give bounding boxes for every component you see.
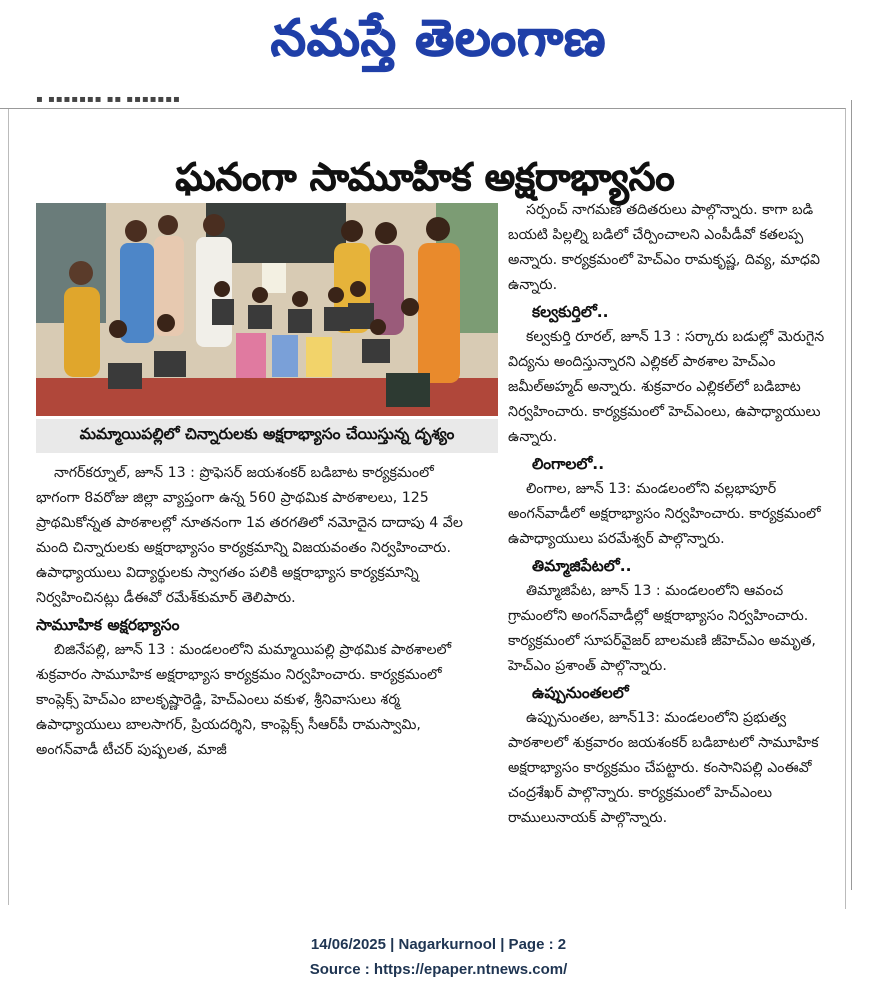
photo-caption: మమ్మాయిపల్లిలో చిన్నారులకు అక్షరాభ్యాసం చేయిస్తున్న దృశ్యం: [36, 419, 498, 453]
newspaper-logo: నమస్తే తెలంగాణ: [270, 8, 607, 67]
page-footer: [0, 932, 877, 982]
right-column: [508, 198, 844, 831]
section-paragraph: ఉప్పునుంతల, జూన్‌13: మండలంలోని ప్రభుత్వ పాఠశాలలో శుక్రవారం జయశంకర్‌ బడిబాటలో సామూహిక అక్షరాభ్యాసం కార్యక్రమం చేపట్టారు. కంసానిపల్లి ఎంఈవో చంద్రశేఖర్‌ పాల్గొన్నారు. కార్యక్రమంలో హెచ్‌ఎంలు రాములునాయక్‌ పాల్గొన్నారు.: [508, 710, 819, 826]
section-paragraph: లింగాల, జూన్‌ 13: మండలంలోని వల్లభాపూర్‌ అంగన్‌వాడీలో అక్షరాభ్యాసం నిర్వహించారు. కార్యక్రమంలో ఉపాధ్యాయులు పరమేశ్వర్‌ పాల్గొన్నారు.: [508, 481, 821, 547]
clipping-left-border: [0, 109, 9, 905]
dateline-smudge: ▪ ▪▪▪▪▪▪▪ ▪▪ ▪▪▪▪▪▪▪: [36, 94, 181, 105]
continuation-paragraph: సర్పంచ్‌ నాగమణి తదితరులు పాల్గొన్నారు. కాగా బడి బయటి పిల్లల్ని బడిలో చేర్పించాలని ఎంపీడీవో కతలప్ప అన్నారు. కార్యక్రమంలో హెచ్‌ఎం రామకృష్ణ, దివ్య, మాధవి ఉన్నారు.: [508, 202, 820, 293]
masthead: [0, 0, 877, 88]
footer-edition-line: 14/06/2025 | Nagarkurnool | Page : 2: [310, 936, 567, 953]
left-column: [36, 461, 466, 763]
section-heading: తిమ్మాజిపేటలో..: [532, 557, 632, 575]
footer-source-line[interactable]: Source : https://epaper.ntnews.com/: [309, 961, 568, 978]
article-photo: [36, 203, 498, 416]
margin-edge: [851, 100, 866, 890]
section-paragraph: బిజినేపల్లి, జూన్‌ 13 : మండలంలోని మమ్మాయిపల్లి ప్రాథమిక పాఠశాలలో శుక్రవారం సామూహిక అక్షరాభ్యాస కార్యక్రమం నిర్వహించారు. కార్యక్రమంలో కాంప్లెక్స్‌ హెచ్‌ఎం బాలకృష్ణారెడ్డి, హెచ్‌ఎంలు వకుళ, శ్రీనివాసులు శర్మ ఉపాధ్యాయులు బాలసాగర్‌, ప్రియదర్శిని, కాంప్లెక్స్‌ సీఆర్‌పీ రామస్వామి, అంగన్‌వాడీ టీచర్‌ పుష్పలత, మాజీ: [36, 642, 452, 758]
section-heading: లింగాలలో..: [532, 455, 605, 473]
section-heading: సామూహిక అక్షరభ్యాసం: [36, 616, 180, 634]
article-headline: ఘనంగా సామూహిక అక్షరాభ్యాసం: [175, 155, 675, 200]
section-heading: ఉప్పునుంతలలో: [532, 684, 629, 702]
intro-paragraph: నాగర్‌కర్నూల్‌, జూన్‌ 13 : ప్రొఫెసర్‌ జయశంకర్‌ బడిబాట కార్యక్రమంలో భాగంగా 8వరోజు జిల్లా వ్యాప్తంగా ఉన్న 560 ప్రాథమిక పాఠశాలలు, 125 ప్రాథమికోన్నత పాఠశాలల్లో నూతనంగా 1వ తరగతిలో నమోదైన దాదాపు 4 వేల మంది చిన్నారులకు అక్షరాభ్యాసం కార్యక్రమాన్ని విజయవంతం నిర్వహించారు. ఉపాధ్యాయులు విద్యార్థులకు స్వాగతం పలికి అక్షరాభ్యాస కార్యక్రమాన్ని నిర్వహించినట్లు డీఈవో రమేశ్‌కుమార్‌ తెలిపారు.: [36, 465, 463, 606]
section-paragraph: తిమ్మాజిపేట, జూన్‌ 13 : మండలంలోని ఆవంచ గ్రామంలోని అంగన్‌వాడీల్లో అక్షరాభ్యాసం నిర్వహించారు. కార్యక్రమంలో సూపర్‌వైజర్‌ బాలమణి జీహెచ్‌ఎం అమృత, హెచ్‌ఎం ప్రశాంత్‌ పాల్గొన్నారు.: [508, 583, 816, 674]
section-paragraph: కల్వకుర్తి రూరల్‌, జూన్‌ 13 : సర్కారు బడుల్లో మెరుగైన విద్యను అందిస్తున్నారని ఎల్లికల్‌ పాఠశాల హెచ్‌ఎం జమీల్‌అహ్మద్‌ అన్నారు. శుక్రవారం ఎల్లికల్‌లో బడిబాట నిర్వహించారు. కార్యక్రమంలో హెచ్‌ఎంలు, ఉపాధ్యాయులు ఉన్నారు.: [508, 329, 825, 445]
section-heading: కల్వకుర్తిలో..: [532, 303, 609, 321]
